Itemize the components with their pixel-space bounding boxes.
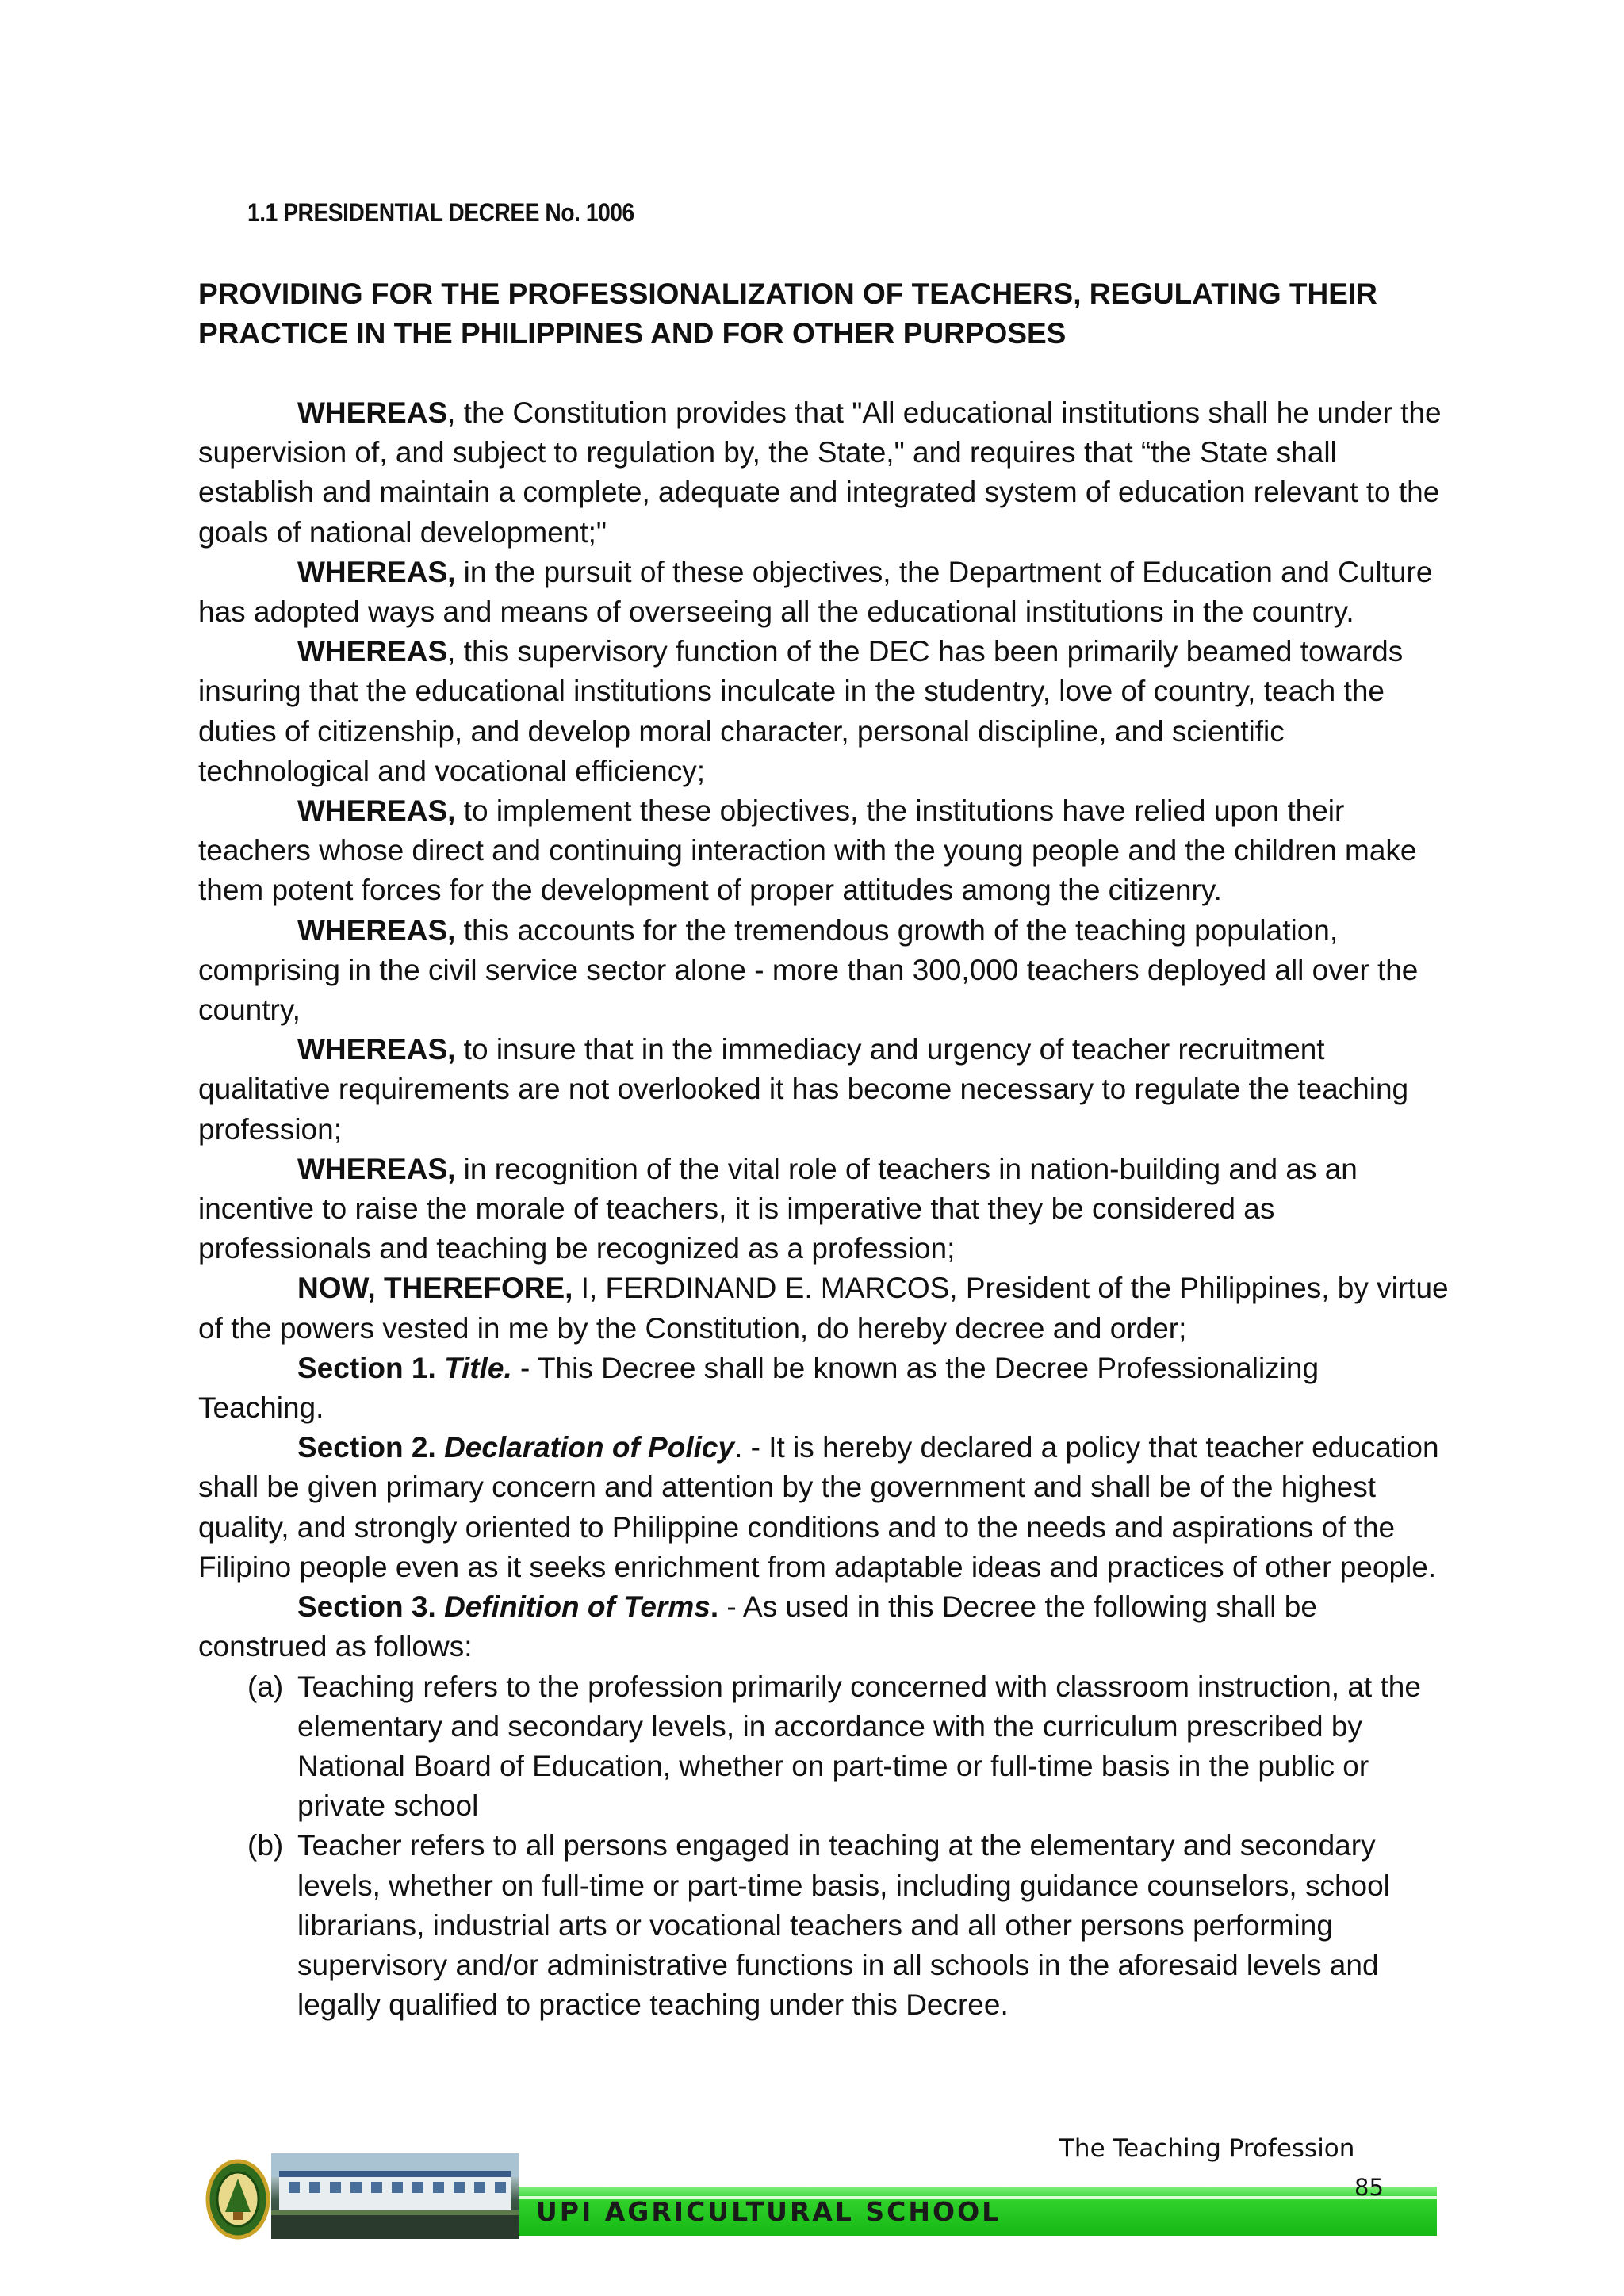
paragraph-lead: WHEREAS, <box>297 1152 456 1185</box>
paragraph-lead: NOW, THEREFORE, <box>297 1272 573 1305</box>
decree-title: PROVIDING FOR THE PROFESSIONALIZATION OF TEACHERS, REGULATING THEIR PRACTICE IN THE PHILIPPINES AND FOR OTHER PURPOSES <box>198 277 1377 350</box>
paragraph-text: in the pursuit of these objectives, the Department of Education and Culture has adopted ways and means of overseeing all the educational institutions in the country. <box>198 555 1433 629</box>
list-marker: (b) <box>247 1829 284 1862</box>
paragraph-lead: WHEREAS, <box>297 1033 456 1066</box>
paragraph-text: I, FERDINAND E. MARCOS, President of the Philippines, by virtue of the powers vested in me by the Constitution, do hereby decree and order; <box>198 1272 1449 1345</box>
paragraph-text: to insure that in the immediacy and urgency of teacher recruitment qualitative requirements are not overlooked it has become necessary to regulate the teaching profession; <box>198 1033 1409 1146</box>
section-name: Definition of Terms <box>444 1590 710 1624</box>
page-number: 85 <box>1354 2174 1384 2201</box>
school-building-icon <box>271 2153 519 2239</box>
section-1 <box>198 1349 1451 1428</box>
section-text: - This Decree shall be known as the Decree Professionalizing Teaching. <box>198 1351 1320 1425</box>
paragraph-text: to implement these objectives, the institutions have relied upon their teachers whose direct and continuing interaction with the young people and the children make them potent forces for the development of proper attitudes among the citizenry. <box>198 794 1417 907</box>
school-name: UPI AGRICULTURAL SCHOOL <box>536 2196 1002 2227</box>
footer-title: The Teaching Profession <box>1059 2134 1355 2163</box>
paragraph-lead: WHEREAS, <box>297 913 456 947</box>
decree-body <box>198 393 1451 2025</box>
paragraph-lead: WHEREAS, <box>297 555 456 588</box>
list-marker: (a) <box>247 1670 284 1703</box>
paragraph-text: in recognition of the vital role of teachers in nation-building and as an incentive to raise the morale of teachers, it is imperative that they be considered as professionals and teaching be recognized as a profession; <box>198 1152 1358 1265</box>
paragraph <box>198 911 1451 1031</box>
paragraph <box>198 632 1451 791</box>
paragraph-text: this accounts for the tremendous growth of the teaching population, comprising in the civil service sector alone - more than 300,000 teachers deployed all over the country, <box>198 913 1419 1027</box>
paragraph <box>198 1030 1451 1150</box>
section-name: Declaration of Policy <box>444 1431 735 1464</box>
section-text: - As used in this Decree the following shall be construed as follows: <box>198 1590 1317 1663</box>
list-item-text: Teaching refers to the profession primarily concerned with classroom instruction, at the elementary and secondary levels, in accordance with the curriculum prescribed by National Board of Education, whether on part-time or full-time basis in the public or private school <box>297 1670 1421 1823</box>
paragraph <box>198 791 1451 911</box>
list-item <box>198 1826 1451 2025</box>
paragraph-text: , the Constitution provides that "All educational institutions shall he under the supervision of, and subject to regulation by, the State," and requires that “the State shall establish and maintain a complete, adequate and integrated system of education relevant to the goals of national development;" <box>198 396 1442 549</box>
section-text: . - It is hereby declared a policy that teacher education shall be given primary concern and attention by the government and shall be of the highest quality, and strongly oriented to Philippine conditions and to the needs and aspirations of the Filipino people even as it seeks enrichment from adaptable ideas and practices of other people. <box>198 1431 1439 1583</box>
paragraph <box>198 1269 1451 1348</box>
paragraph <box>198 393 1451 553</box>
paragraph-lead: WHEREAS <box>297 635 448 668</box>
definitions-list <box>198 1667 1451 2026</box>
decree-heading: 1.1 PRESIDENTIAL DECREE No. 1006 <box>247 198 634 227</box>
paragraph-lead: WHEREAS, <box>297 794 456 828</box>
section-dot: . <box>710 1590 719 1624</box>
paragraph <box>198 553 1451 632</box>
list-item <box>198 1667 1451 1827</box>
section-3 <box>198 1587 1451 1667</box>
section-label: Section 1. <box>297 1351 436 1384</box>
paragraph-text: , this supervisory function of the DEC has been primarily beamed towards insuring that the educational institutions inculcate in the studentry, love of country, teach the duties of citizenship, and develop moral character, personal discipline, and scientific technological and vocational efficiency; <box>198 635 1404 787</box>
list-item-text: Teacher refers to all persons engaged in teaching at the elementary and secondary levels, whether on full-time or part-time basis, including guidance counselors, school librarians, industrial arts or vocational teachers and all other persons performing supervisory and/or administrative functions in all schools in the aforesaid levels and legally qualified to practice teaching under this Decree. <box>297 1829 1390 2022</box>
section-name: Title. <box>444 1351 512 1384</box>
school-seal-icon <box>205 2156 271 2242</box>
paragraph-lead: WHEREAS <box>297 396 448 429</box>
section-2 <box>198 1428 1451 1587</box>
school-building-image <box>271 2153 519 2239</box>
section-label: Section 2. <box>297 1431 436 1464</box>
paragraph <box>198 1150 1451 1269</box>
section-label: Section 3. <box>297 1590 436 1624</box>
